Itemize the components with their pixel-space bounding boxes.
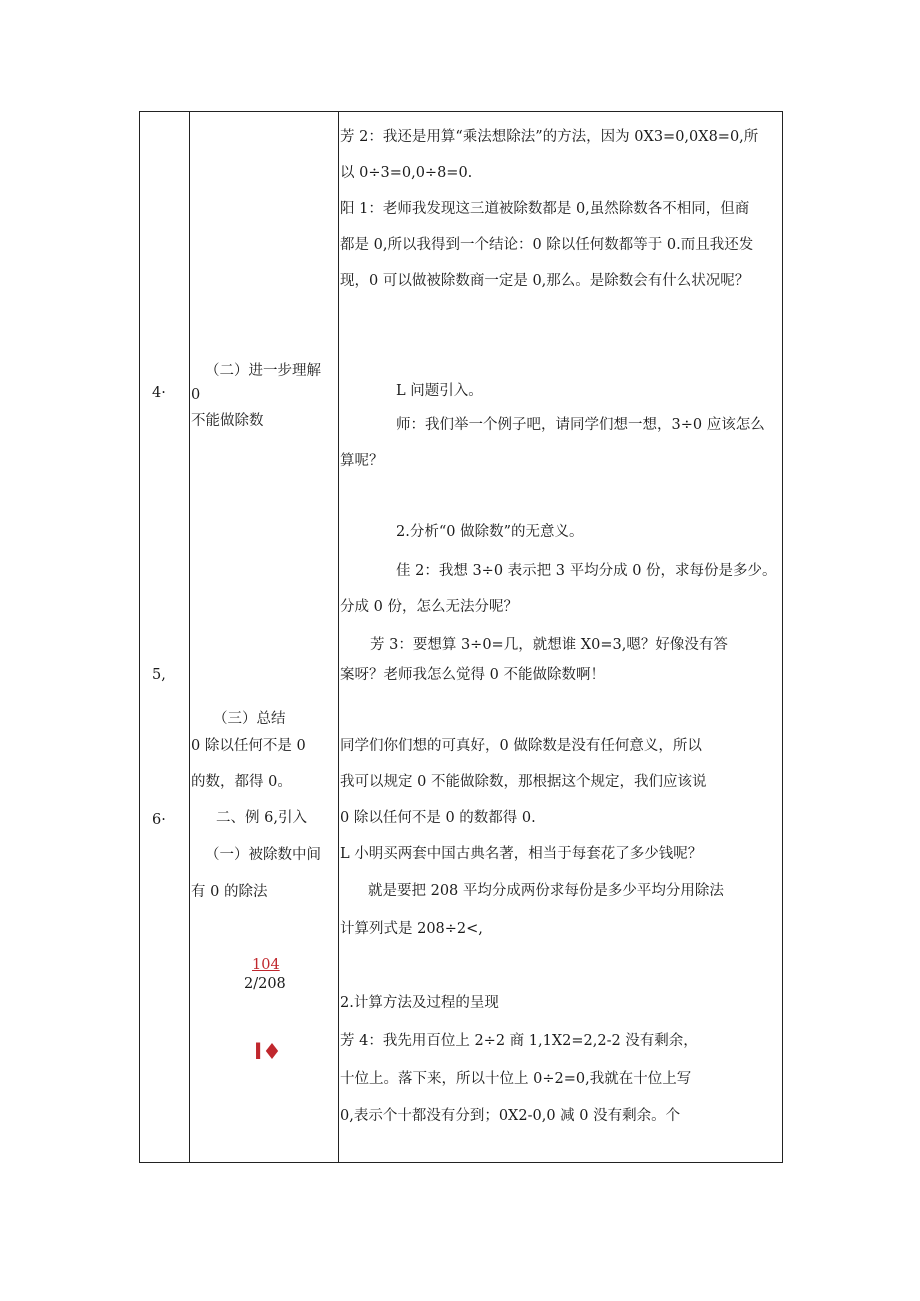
content-line: 佳 2：我想 3÷0 表示把 3 平均分成 0 份，求每份是多少。 — [396, 563, 777, 579]
section-2-zero: 0 — [191, 387, 201, 403]
table-divider-2 — [338, 111, 339, 1163]
section-2-body: 不能做除数 — [191, 413, 264, 429]
calc-quotient: 104 — [252, 957, 280, 973]
content-line: 2.计算方法及过程的呈现 — [340, 995, 499, 1011]
content-line: 都是 0,所以我得到一个结论：0 除以任何数都等于 0.而且我还发 — [340, 237, 754, 253]
example-6-subtitle-2: 有 0 的除法 — [191, 884, 268, 900]
content-line: 十位上。落下来，所以十位上 0÷2=0,我就在十位上写 — [340, 1071, 692, 1087]
section-3-title: （三）总结 — [213, 711, 286, 727]
row-number-6: 6· — [152, 812, 166, 828]
table-border-right — [782, 111, 783, 1163]
content-line: 阳 1：老师我发现这三道被除数都是 0,虽然除数各不相同，但商 — [340, 201, 750, 217]
content-line: 分成 0 份，怎么无法分呢？ — [340, 599, 518, 615]
content-line: 就是要把 208 平均分成两份求每份是多少平均分用除法 — [368, 883, 724, 899]
section-2-title: （二）进一步理解 — [205, 363, 321, 379]
content-line: L 问题引入。 — [396, 383, 483, 399]
content-line: 师：我们举一个例子吧，请同学们想一想，3÷0 应该怎么 — [396, 417, 765, 433]
table-border-left — [139, 111, 140, 1163]
section-3-line-2: 的数，都得 0。 — [191, 774, 292, 790]
table-divider-1 — [189, 111, 190, 1163]
content-line: 0 除以任何不是 0 的数都得 0. — [340, 810, 536, 826]
table-border-bottom — [139, 1162, 783, 1163]
content-line: 2.分析“0 做除数”的无意义。 — [396, 524, 584, 540]
content-line: 以 0÷3=0,0÷8=0. — [340, 165, 473, 181]
content-line: 案呀？老师我怎么觉得 0 不能做除数啊！ — [340, 667, 605, 683]
row-number-4: 4· — [152, 385, 166, 401]
content-line: 我可以规定 0 不能做除数，那根据这个规定，我们应该说 — [340, 774, 707, 790]
calc-division: 2/208 — [244, 976, 286, 992]
example-6-title: 二、例 6,引入 — [216, 810, 307, 826]
section-3-line-1: 0 除以任何不是 0 — [191, 738, 306, 754]
table-border-top — [139, 111, 783, 112]
content-line: 现，0 可以做被除数商一定是 0,那么。是除数会有什么状况呢？ — [340, 273, 750, 289]
content-line: L 小明买两套中国古典名著，相当于每套花了多少钱呢？ — [340, 846, 703, 862]
calc-mark-icon: I♦ — [254, 1040, 282, 1065]
row-number-5: 5, — [152, 667, 166, 683]
content-line: 计算列式是 208÷2<, — [340, 921, 483, 937]
content-line: 算呢？ — [340, 453, 384, 469]
content-line: 芳 2：我还是用算“乘法想除法”的方法，因为 0X3=0,0X8=0,所 — [340, 129, 759, 145]
content-line: 同学们你们想的可真好，0 做除数是没有任何意义，所以 — [340, 738, 702, 754]
content-line: 0,表示个十都没有分到；0X2-0,0 减 0 没有剩余。个 — [340, 1108, 681, 1124]
example-6-subtitle-1: （一）被除数中间 — [205, 847, 321, 863]
content-line: 芳 3：要想算 3÷0=几，就想谁 X0=3,嗯？好像没有答 — [370, 637, 728, 653]
content-line: 芳 4：我先用百位上 2÷2 商 1,1X2=2,2-2 没有剩余， — [340, 1033, 698, 1049]
